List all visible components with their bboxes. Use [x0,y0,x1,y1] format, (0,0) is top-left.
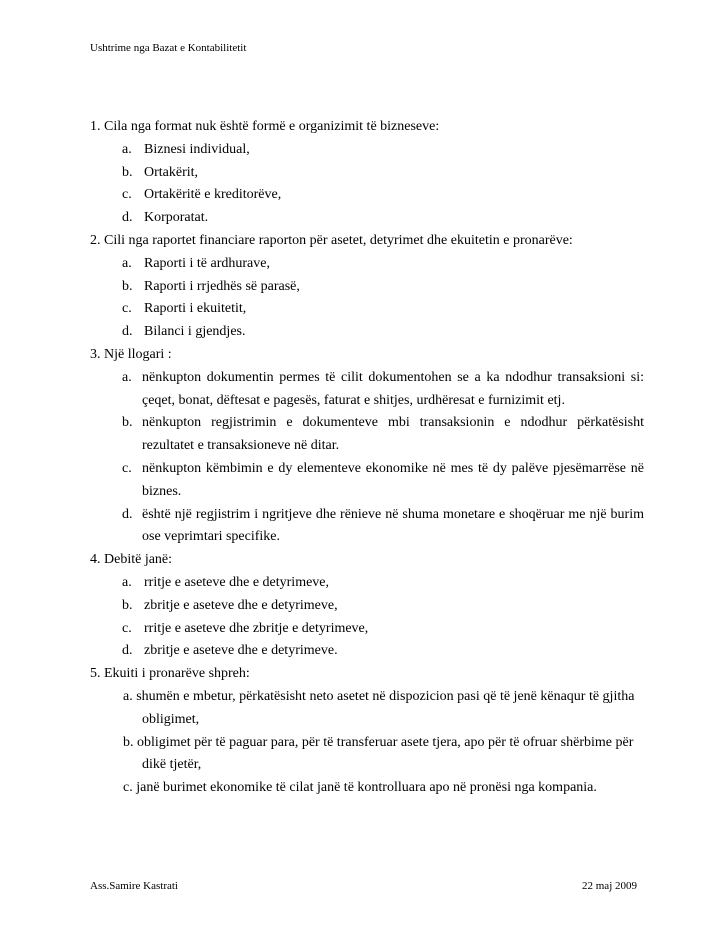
question-2 [90,230,644,253]
option-letter: a. [122,369,132,385]
option-4c [90,618,644,641]
option-text: është një regjistrim i ngritjeve dhe rënieve në shuma monetare e shoqëruar me një burim ose veprimtari specifike. [142,506,644,545]
option-5c [90,777,644,800]
question-text: Një llogari : [104,346,172,362]
option-5a [90,686,644,732]
option-1d [90,207,644,230]
option-2b [90,276,644,299]
option-3c [90,458,644,504]
option-text: Raporti i të ardhurave, [144,255,270,271]
question-text: Debitë janë: [104,552,173,568]
option-4d [90,640,644,663]
option-letter: c. [122,187,132,203]
option-1b [90,162,644,185]
question-text: Cila nga format nuk është formë e organizimit të bizneseve: [104,119,440,134]
option-text: rritje e aseteve dhe zbritje e detyrimeve, [144,620,369,636]
option-3a [90,367,644,413]
question-1 [90,116,644,139]
option-letter: c. [122,620,132,636]
question-5 [90,663,644,686]
option-3d [90,504,644,550]
option-letter: a. [122,255,132,271]
option-text: rritje e aseteve dhe e detyrimeve, [144,574,330,590]
option-4b [90,595,644,618]
option-text: Raporti i ekuitetit, [144,301,247,317]
option-text: Ortakërit, [144,164,199,180]
question-text: Ekuiti i pronarëve shpreh: [104,666,250,682]
option-4a [90,572,644,595]
option-text: Ortakëritë e kreditorëve, [144,187,282,203]
option-letter: c. [122,460,132,476]
option-2d [90,321,644,344]
option-letter: d. [122,324,133,340]
option-letter: a. [122,574,132,590]
option-1c [90,184,644,207]
option-3b [90,412,644,458]
option-text: shumën e mbetur, përkatësisht neto asetet në dispozicion pasi që të jenë kënaqur të gjitha obligimet, [136,688,635,727]
option-text: zbritje e aseteve dhe e detyrimeve, [144,597,338,613]
option-text: Biznesi individual, [144,141,250,157]
option-letter: b. [122,164,133,180]
page-header: Ushtrime nga Bazat e Kontabilitetit [90,42,247,54]
option-letter: b. [122,415,133,431]
question-number: 4. [90,552,101,568]
option-letter: c. [122,301,132,317]
option-text: nënkupton këmbimin e dy elementeve ekonomike në mes të dy palëve pjesëmarrëse në biznes. [142,460,644,499]
option-letter: b. [122,278,133,294]
option-text: Raporti i rrjedhës së parasë, [144,278,300,294]
option-letter: b. [123,734,134,750]
question-text: Cili nga raportet financiare raporton për asetet, detyrimet dhe ekuitetin e pronarëve: [104,232,573,248]
option-text: nënkupton dokumentin permes të cilit dokumentohen se a ka ndodhur transaksioni si: çeqet, bonat, dëftesat e pagesës, faturat e shitjes, urdhëresat e furnizimit etj. [142,369,644,408]
question-number: 5. [90,666,101,682]
option-letter: a. [122,141,132,157]
option-2c [90,298,644,321]
option-2a [90,253,644,276]
option-letter: d. [122,210,133,226]
question-list [90,116,644,800]
option-letter: c. [123,780,133,796]
footer-date: 22 maj 2009 [582,880,637,892]
option-letter: d. [122,506,133,522]
question-number: 2. [90,232,101,248]
option-text: janë burimet ekonomike të cilat janë të kontrolluara apo në pronësi nga kompania. [136,780,597,796]
question-4 [90,549,644,572]
option-letter: b. [122,597,133,613]
option-1a [90,139,644,162]
question-3 [90,344,644,367]
question-number: 1. [90,119,101,134]
option-letter: d. [122,643,133,659]
option-text: nënkupton regjistrimin e dokumenteve mbi transaksionin e ndodhur përkatësisht rezultatet e transaksioneve në ditar. [142,415,644,454]
option-5b [90,732,644,778]
question-number: 3. [90,346,101,362]
option-text: Bilanci i gjendjes. [144,324,246,340]
option-text: obligimet për të paguar para, për të transferuar asete tjera, apo për të ofruar shërbime për dikë tjetër, [137,734,634,773]
option-text: Korporatat. [144,210,209,226]
footer-author: Ass.Samire Kastrati [90,880,178,892]
option-text: zbritje e aseteve dhe e detyrimeve. [144,643,338,659]
option-letter: a. [123,688,133,704]
